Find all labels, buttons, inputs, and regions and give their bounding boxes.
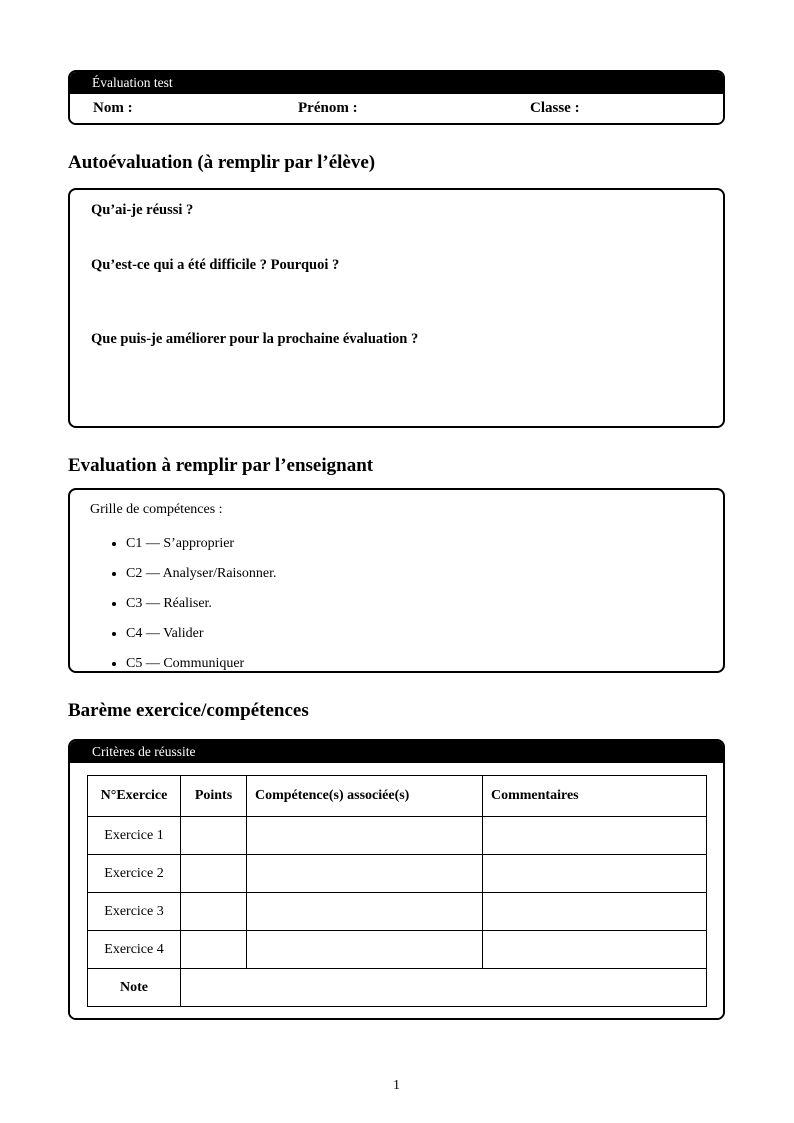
prenom-label: Prénom : xyxy=(298,100,358,116)
section-heading-enseignant: Evaluation à remplir par l’enseignant xyxy=(68,455,374,476)
evaluation-title: Évaluation test xyxy=(92,75,173,90)
exercice-label: Exercice 1 xyxy=(88,817,181,855)
competences-cell xyxy=(247,855,483,893)
commentaires-cell xyxy=(483,855,707,893)
evaluation-title-bar xyxy=(70,72,723,94)
competences-cell xyxy=(247,817,483,855)
student-info-box xyxy=(68,70,725,125)
grille-competences-label: Grille de compétences : xyxy=(90,502,223,517)
page-number: 1 xyxy=(393,1077,400,1092)
question-difficile: Qu’est-ce qui a été difficile ? Pourquoi ? xyxy=(91,257,340,273)
competences-cell xyxy=(247,931,483,969)
competence-item-c5: • C5 — Communiquer xyxy=(126,655,703,672)
table-row-note xyxy=(88,969,707,1007)
question-reussi: Qu’ai-je réussi ? xyxy=(91,202,194,218)
section-heading-bareme: Barème exercice/compétences xyxy=(68,700,309,721)
grading-box xyxy=(68,739,725,1020)
table-row-exercice-1 xyxy=(88,817,707,855)
criteres-title: Critères de réussite xyxy=(92,744,196,759)
commentaires-cell xyxy=(483,817,707,855)
competence-item-c1: • C1 — S’approprier xyxy=(126,535,703,552)
section-heading-autoevaluation: Autoévaluation (à remplir par l’élève) xyxy=(68,152,376,173)
col-header-points: Points xyxy=(181,776,247,817)
competences-list xyxy=(90,535,703,672)
exercice-label: Exercice 4 xyxy=(88,931,181,969)
competence-item-c4: • C4 — Valider xyxy=(126,625,703,642)
nom-label: Nom : xyxy=(93,100,133,116)
self-evaluation-box xyxy=(68,188,725,428)
points-cell xyxy=(181,855,247,893)
note-label: Note xyxy=(88,969,181,1007)
competences-cell xyxy=(247,893,483,931)
col-header-competences: Compétence(s) associée(s) xyxy=(247,776,483,817)
points-cell xyxy=(181,893,247,931)
classe-label: Classe : xyxy=(530,100,580,116)
table-row-exercice-2 xyxy=(88,855,707,893)
grading-table xyxy=(87,775,707,1007)
commentaires-cell xyxy=(483,893,707,931)
commentaires-cell xyxy=(483,931,707,969)
competence-item-c2: • C2 — Analyser/Raisonner. xyxy=(126,565,703,582)
table-header-row xyxy=(88,776,707,817)
student-info-row xyxy=(70,94,723,123)
question-ameliorer: Que puis-je améliorer pour la prochaine évaluation ? xyxy=(91,331,419,347)
points-cell xyxy=(181,817,247,855)
competences-box xyxy=(68,488,725,673)
exercice-label: Exercice 2 xyxy=(88,855,181,893)
col-header-commentaires: Commentaires xyxy=(483,776,707,817)
grading-table-wrap xyxy=(70,763,723,1019)
note-value-cell xyxy=(181,969,707,1007)
points-cell xyxy=(181,931,247,969)
competence-item-c3: • C3 — Réaliser. xyxy=(126,595,703,612)
col-header-exercice: N°Exercice xyxy=(88,776,181,817)
table-row-exercice-3 xyxy=(88,893,707,931)
exercice-label: Exercice 3 xyxy=(88,893,181,931)
table-row-exercice-4 xyxy=(88,931,707,969)
criteres-title-bar xyxy=(70,741,723,763)
